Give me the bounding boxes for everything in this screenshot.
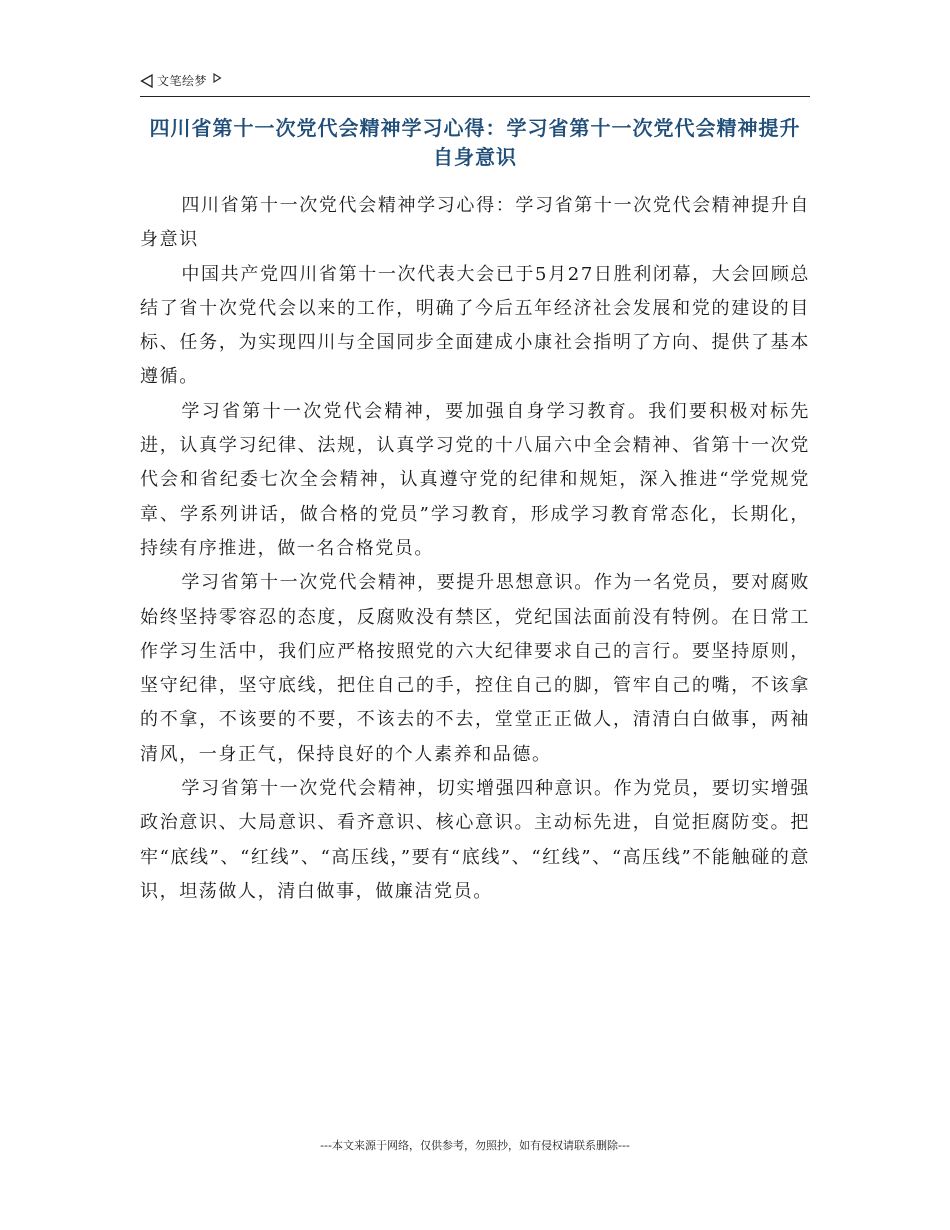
paragraph: 中国共产党四川省第十一次代表大会已于5月27日胜利闭幕，大会回顾总结了省十次党代会以来的工作，明确了今后五年经济社会发展和党的建设的目标、任务，为实现四川与全国同步全面建成小康社会指明了方向、提供了基本遵循。 xyxy=(140,263,810,388)
triangle-right-icon xyxy=(212,77,222,84)
triangle-left-icon xyxy=(140,74,154,88)
paragraph: 学习省第十一次党代会精神，要提升思想意识。作为一名党员，要对腐败始终坚持零容忍的态度，反腐败没有禁区，党纪国法面前没有特例。在日常工作学习生活中，我们应严格按照党的六大纪律要求自己的言行。要坚持原则，坚守纪律，坚守底线，把住自己的手，控住自己的脚，管牢自己的嘴，不该拿的不拿，不该要的不要，不该去的不去，堂堂正正做人，清清白白做事，两袖清风，一身正气，保持良好的个人素养和品德。 xyxy=(140,572,810,765)
paragraph: 学习省第十一次党代会精神，切实增强四种意识。作为党员，要切实增强政治意识、大局意识、看齐意识、核心意识。主动标先进，自觉拒腐防变。把牢“底线”、“红线”、“高压线，”要有“底线”、“红线”、“高压线”不能触碰的意识，坦荡做人，清白做事，做廉洁党员。 xyxy=(140,778,810,902)
paragraph: 四川省第十一次党代会精神学习心得：学习省第十一次党代会精神提升自身意识 xyxy=(140,195,810,251)
brand-name: 文笔绘梦 xyxy=(157,74,208,88)
document-title: 四川省第十一次党代会精神学习心得：学习省第十一次党代会精神提升自身意识 xyxy=(149,116,801,169)
document-body xyxy=(140,189,810,909)
page-header xyxy=(140,68,810,97)
footer-disclaimer: ---本文来源于网络，仅供参考，勿照抄，如有侵权请联系删除--- xyxy=(320,1139,630,1152)
paragraph: 学习省第十一次党代会精神，要加强自身学习教育。我们要积极对标先进，认真学习纪律、法规，认真学习党的十八届六中全会精神、省第十一次党代会和省纪委七次全会精神，认真遵守党的纪律和规矩，深入推进“学党规党章、学系列讲话，做合格的党员”学习教育，形成学习教育常态化，长期化，持续有序推进，做一名合格党员。 xyxy=(140,400,810,559)
brand-logo xyxy=(140,72,222,89)
